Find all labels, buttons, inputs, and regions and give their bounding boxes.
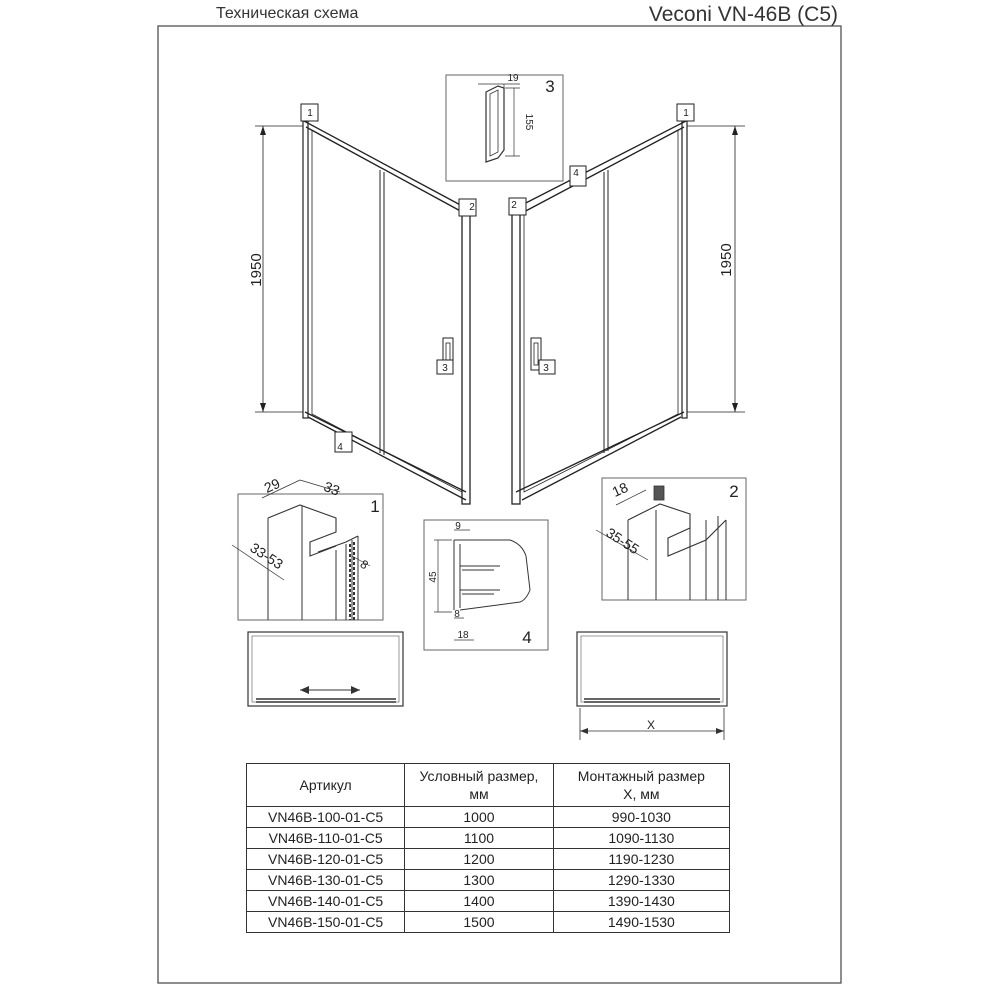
cell-install-size: 1190-1230 [553,849,729,870]
callout-4-right: 4 [573,168,579,179]
callout-1-left: 1 [307,108,313,119]
detail-3-number: 3 [545,77,555,96]
cell-nominal-size: 1200 [405,849,553,870]
detail-4-number: 4 [522,628,532,647]
sheet-title: Техническая схема [216,5,359,22]
cell-article: VN46B-130-01-C5 [247,870,405,891]
cell-nominal-size: 1400 [405,891,553,912]
table-row [247,849,730,870]
cell-install-size: 990-1030 [553,807,729,828]
cell-article: VN46B-100-01-C5 [247,807,405,828]
callout-3-left: 3 [442,363,448,374]
cell-install-size: 1090-1130 [553,828,729,849]
detail-1-number: 1 [370,497,380,516]
plan-view-left [248,632,403,706]
cell-nominal-size: 1000 [405,807,553,828]
detail-4-dim-8: 8 [454,609,460,620]
table-row [247,807,730,828]
detail-1-dim-33-53: 33-53 [247,539,287,573]
detail-2-dim-35-55: 35-55 [603,524,643,558]
right-callout-boxes [509,104,694,374]
spec-table [246,763,730,933]
callout-4-left: 4 [337,442,343,453]
cell-nominal-size: 1500 [405,912,553,933]
table-row [247,870,730,891]
detail-1-dim-33: 33 [321,478,343,499]
detail-1-dim-8: 8 [357,556,371,573]
callout-1-right: 1 [683,108,689,119]
callout-2-right: 2 [511,200,517,211]
callout-3-right: 3 [543,363,549,374]
cell-article: VN46B-120-01-C5 [247,849,405,870]
cell-install-size: 1490-1530 [553,912,729,933]
right-enclosure [512,121,745,504]
cell-article: VN46B-140-01-C5 [247,891,405,912]
cell-nominal-size: 1100 [405,828,553,849]
cell-article: VN46B-150-01-C5 [247,912,405,933]
plan-x-label: X [646,718,656,732]
header-nominal-size: Условный размер, мм [405,764,553,807]
detail-1-dim-29: 29 [261,474,283,496]
cell-install-size: 1290-1330 [553,870,729,891]
header-article: Артикул [247,764,405,807]
detail-4-dim-45: 45 [428,571,439,583]
spec-table-header [247,764,730,807]
detail-3-dim-width: 19 [507,73,519,84]
cell-article: VN46B-110-01-C5 [247,828,405,849]
detail-3-dim-height: 155 [523,113,534,131]
callout-2-left: 2 [469,202,475,213]
left-callout-boxes [301,104,476,452]
cell-install-size: 1390-1430 [553,891,729,912]
table-row [247,828,730,849]
cell-nominal-size: 1300 [405,870,553,891]
height-label-left: 1950 [248,253,265,287]
left-enclosure [255,121,470,504]
height-label-right: 1950 [718,243,735,277]
table-row [247,891,730,912]
detail-2-number: 2 [729,482,739,501]
detail-4-dim-9: 9 [455,521,461,532]
detail-2-dim-18: 18 [609,478,631,500]
detail-4-dim-18: 18 [457,630,469,641]
header-install-size: Монтажный размер X, мм [553,764,729,807]
model-name: Veconi VN-46B (C5) [648,3,838,26]
table-row [247,912,730,933]
